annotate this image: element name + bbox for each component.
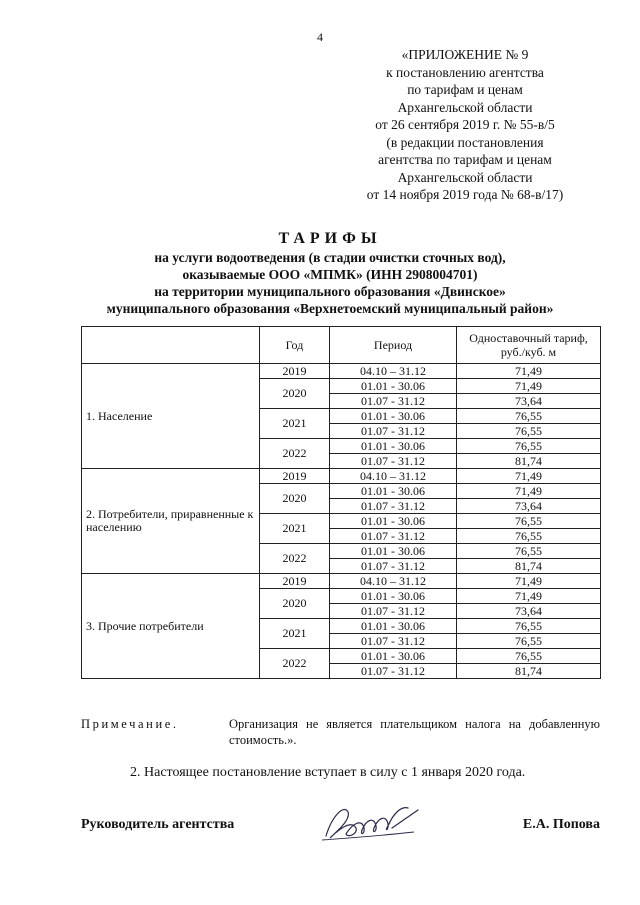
period-cell: 01.01 - 30.06 — [330, 544, 457, 559]
year-cell: 2021 — [260, 619, 330, 649]
tariff-table — [81, 326, 601, 679]
year-cell: 2020 — [260, 589, 330, 619]
tariff-table-body — [82, 364, 601, 679]
year-cell: 2020 — [260, 484, 330, 514]
category-cell: 3. Прочие потребители — [82, 574, 260, 679]
clause-2: 2. Настоящее постановление вступает в силу с 1 января 2020 года. — [130, 765, 526, 780]
header-year: Год — [260, 327, 330, 364]
title-main: ТАРИФЫ — [278, 230, 382, 247]
tariff-cell: 76,55 — [457, 424, 601, 439]
tariff-cell: 76,55 — [457, 529, 601, 544]
tariff-cell: 76,55 — [457, 439, 601, 454]
tariff-cell: 73,64 — [457, 394, 601, 409]
title-line: на услуги водоотведения (в стадии очистки сточных вод), — [154, 250, 506, 265]
appendix-line: «ПРИЛОЖЕНИЕ № 9 — [401, 47, 529, 62]
tariff-cell: 76,55 — [457, 409, 601, 424]
period-cell: 01.07 - 31.12 — [330, 529, 457, 544]
table-row — [82, 574, 601, 589]
period-cell: 01.07 - 31.12 — [330, 454, 457, 469]
year-cell: 2022 — [260, 439, 330, 469]
tariff-cell: 71,49 — [457, 484, 601, 499]
year-cell: 2021 — [260, 514, 330, 544]
year-cell: 2019 — [260, 364, 330, 379]
year-cell: 2022 — [260, 544, 330, 574]
category-cell: 1. Население — [82, 364, 260, 469]
signer-role: Руководитель агентства — [81, 817, 235, 832]
tariff-cell: 71,49 — [457, 469, 601, 484]
year-cell: 2021 — [260, 409, 330, 439]
period-cell: 04.10 – 31.12 — [330, 364, 457, 379]
appendix-line: по тарифам и ценам — [407, 82, 523, 97]
handwritten-signature — [318, 798, 428, 848]
tariff-cell: 76,55 — [457, 649, 601, 664]
note-label: Примечание. — [81, 717, 179, 731]
period-cell: 01.01 - 30.06 — [330, 514, 457, 529]
tariff-cell: 76,55 — [457, 619, 601, 634]
period-cell: 01.07 - 31.12 — [330, 634, 457, 649]
year-cell: 2022 — [260, 649, 330, 679]
table-row — [82, 469, 601, 484]
tariff-cell: 71,49 — [457, 379, 601, 394]
period-cell: 01.01 - 30.06 — [330, 619, 457, 634]
period-cell: 01.01 - 30.06 — [330, 589, 457, 604]
appendix-line: агентства по тарифам и ценам — [378, 152, 552, 167]
table-header-row — [82, 327, 601, 364]
tariff-cell: 81,74 — [457, 559, 601, 574]
period-cell: 04.10 – 31.12 — [330, 574, 457, 589]
note-text: Организация не является плательщиком налога на добавленную стоимость.». — [229, 717, 600, 747]
period-cell: 01.07 - 31.12 — [330, 664, 457, 679]
tariff-cell: 73,64 — [457, 604, 601, 619]
header-tariff: Одноставочный тариф, руб./куб. м — [457, 327, 601, 364]
signer-name: Е.А. Попова — [522, 817, 600, 832]
appendix-line: Архангельской области — [397, 169, 533, 185]
period-cell: 01.07 - 31.12 — [330, 394, 457, 409]
tariff-cell: 71,49 — [457, 364, 601, 379]
period-cell: 01.07 - 31.12 — [330, 499, 457, 514]
header-category — [82, 327, 260, 364]
tariff-cell: 71,49 — [457, 574, 601, 589]
tariff-cell: 73,64 — [457, 499, 601, 514]
tariff-cell: 81,74 — [457, 664, 601, 679]
year-cell: 2020 — [260, 379, 330, 409]
year-cell: 2019 — [260, 574, 330, 589]
page-number: 4 — [317, 30, 323, 44]
title-line: на территории муниципального образования «Двинское» — [154, 284, 506, 299]
document-title — [60, 229, 600, 317]
tariff-cell: 76,55 — [457, 514, 601, 529]
appendix-line: (в редакции постановления — [386, 134, 544, 150]
appendix-line: от 26 сентября 2019 г. № 55-в/5 — [375, 117, 555, 132]
period-cell: 01.01 - 30.06 — [330, 439, 457, 454]
category-cell: 2. Потребители, приравненные к населению — [82, 469, 260, 574]
year-cell: 2019 — [260, 469, 330, 484]
period-cell: 01.01 - 30.06 — [330, 649, 457, 664]
appendix-line: к постановлению агентства — [386, 64, 544, 80]
title-line: оказываемые ООО «МПМК» (ИНН 2908004701) — [182, 267, 478, 282]
period-cell: 01.07 - 31.12 — [330, 424, 457, 439]
period-cell: 01.01 - 30.06 — [330, 409, 457, 424]
table-row — [82, 364, 601, 379]
appendix-header — [330, 46, 600, 204]
header-period: Период — [330, 327, 457, 364]
tariff-cell: 81,74 — [457, 454, 601, 469]
appendix-line: Архангельской области — [397, 99, 533, 115]
period-cell: 01.07 - 31.12 — [330, 604, 457, 619]
tariff-cell: 71,49 — [457, 589, 601, 604]
appendix-line: от 14 ноября 2019 года № 68-в/17) — [366, 187, 564, 202]
period-cell: 01.01 - 30.06 — [330, 484, 457, 499]
period-cell: 01.07 - 31.12 — [330, 559, 457, 574]
tariff-cell: 76,55 — [457, 544, 601, 559]
tariff-cell: 76,55 — [457, 634, 601, 649]
title-line: муниципального образования «Верхнетоемский муниципальный район» — [106, 301, 554, 316]
period-cell: 04.10 – 31.12 — [330, 469, 457, 484]
period-cell: 01.01 - 30.06 — [330, 379, 457, 394]
